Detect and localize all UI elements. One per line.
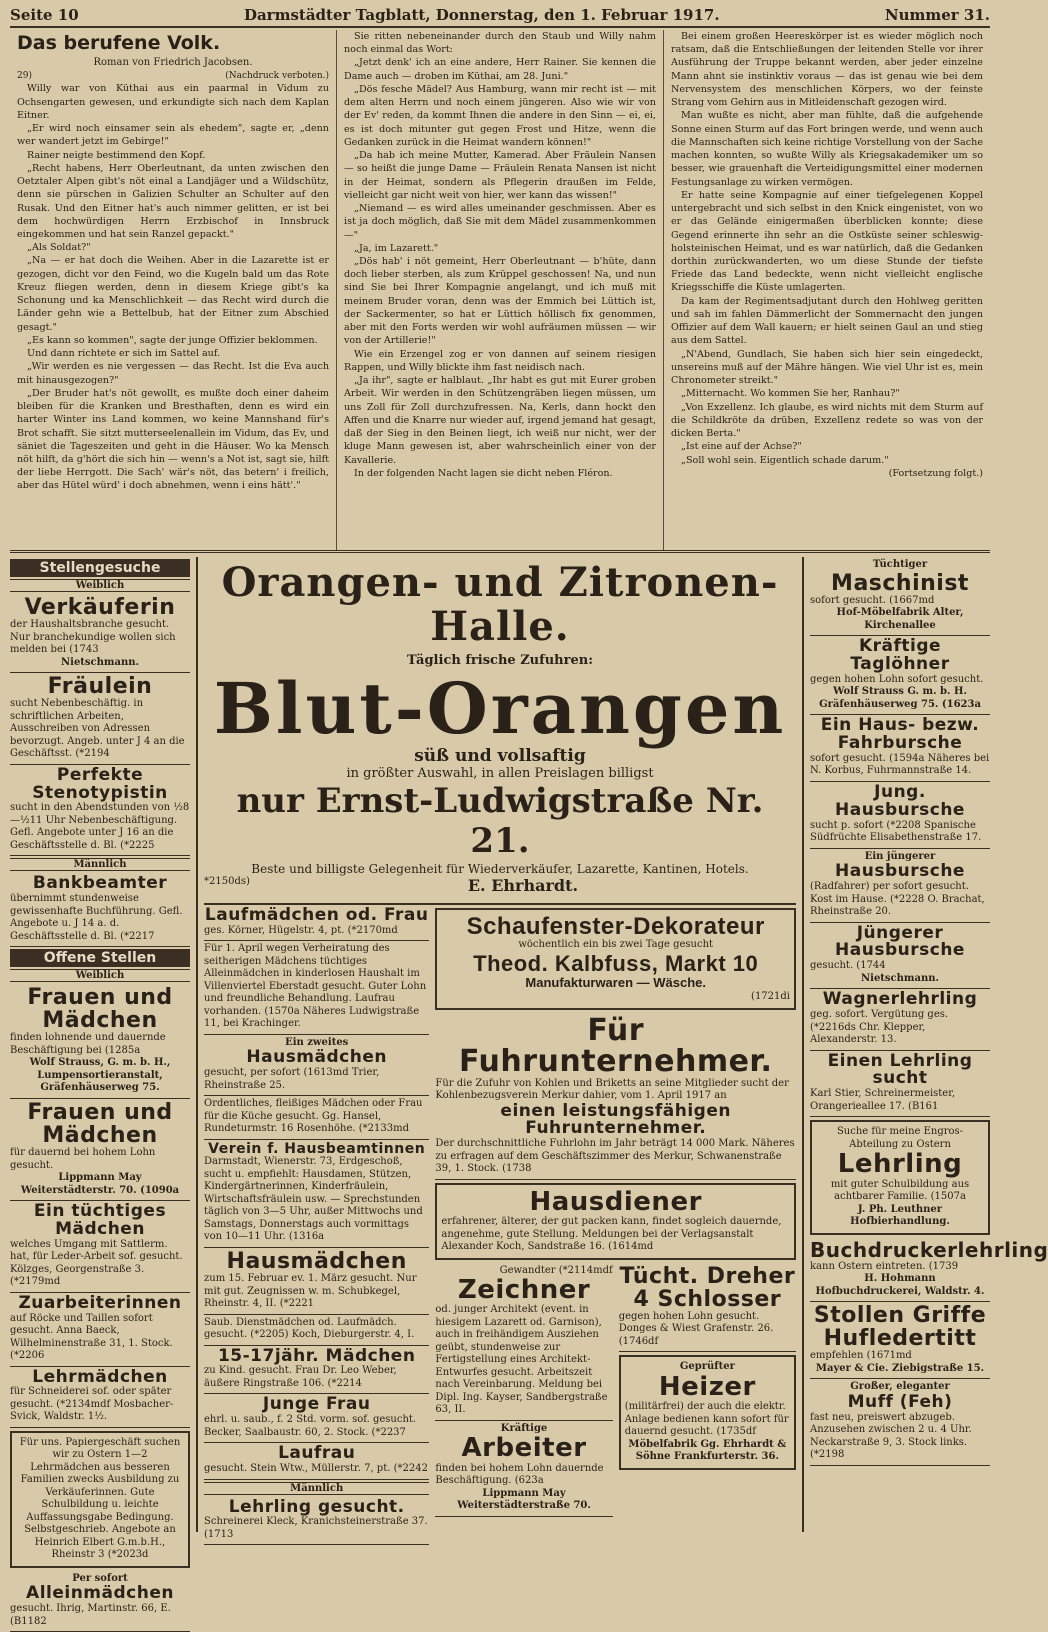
classified-ad xyxy=(435,1421,612,1517)
ad-headline: Fräulein xyxy=(47,674,153,700)
novel-column-3 xyxy=(663,30,990,550)
ad-body: Der durchschnittliche Fuhrlohn im Jahr beträgt 14 000 Mark. Näheres zu erfragen auf dem Geschäftszimmer des Merkur, Schwanenstraße 39, 1. Stock. (1738 xyxy=(435,1138,795,1175)
ad-body: Schreinerei Kleck, Kranichsteinerstraße 37. (1713 xyxy=(204,1516,428,1540)
classified-ad xyxy=(204,1035,429,1096)
paragraph: „Wir werden es nie vergessen — das Recht. Ist die Eva auch mit hinausgezogen?" xyxy=(17,361,329,386)
classified-ad xyxy=(204,1140,429,1248)
paragraph: „Von Exzellenz. Ich glaube, es wird nichts mit dem Sturm auf die Schildkröte da drüben, Exzellenz redete so was von der dicken Berta." xyxy=(671,401,983,440)
ad-body: Ordentliches, fleißiges Mädchen oder Frau für die Küche gesucht. Gg. Hansel, Rundeturmstr. 16 Rosenhöhe. (*2133md xyxy=(204,1098,423,1135)
ad-body: (militärfrei) der auch die elektr. Anlage bedienen kann sofort für dauernd gesucht. (1735df xyxy=(624,1401,789,1438)
paragraph: Sie ritten nebeneinander durch den Staub und Willy nahm noch einmal das Wort: xyxy=(344,31,656,56)
ad-headline: Jüngerer Hausbursche xyxy=(835,922,965,961)
center-ads-column xyxy=(198,557,802,1540)
ad-body: Für uns. Papiergeschäft suchen wir zu Ostern 1—2 Lehrmädchen aus besseren Familien zwecks Ausbildung zu Verkäuferinnen. Gute Schulbildung u. leichte Auffassungsgabe Bedingung. Selbstgeschrieb. Angebote an Heinrich Elbert G.m.b.H., Rheinstr 3 (*2023d xyxy=(19,1436,181,1561)
ad-headline: Arbeiter xyxy=(461,1433,587,1464)
ad-headline: Ein Haus- bezw. Fahrbursche xyxy=(820,715,980,754)
ad-signature: Nietschmann. xyxy=(861,972,939,984)
ad-signature: Hof-Möbelfabrik Alter, Kirchenallee xyxy=(836,607,964,631)
ad-address: nur Ernst-Ludwigstraße Nr. 21. xyxy=(236,780,764,862)
ad-headline: Jung. Hausbursche xyxy=(835,781,965,820)
classified-ad xyxy=(435,1263,612,1421)
ad-body: fast neu, preiswert abzugeb. Anzusehen zwischen 2 u. 4 Uhr. Neckarstraße 9, 3. Stock links. (*2198 xyxy=(810,1411,972,1461)
serial-novel-section xyxy=(10,30,990,553)
ad-body: gesucht, per sofort (1613md Trier, Rheinstraße 25. xyxy=(204,1067,380,1091)
ad-tagline: süß und vollsaftig xyxy=(414,745,586,766)
paragraph: „Ja ihr", sagte er halblaut. „Ihr habt es gut mit Eurer groben Arbeit. Wir werden in den Schützengräben liegen müssen, um uns Zoll für Zoll durchzufressen. Na, Kerls, dann hockt den Affen und die Knarre nur wieder auf, irgend jemand hat gesagt, daß der Sieg in den Beinen liegt, ich weiß nur nicht, wer der kluge Mann gewesen ist, aber wahrscheinlich einer von der Kavallerie. xyxy=(344,375,656,466)
novel-title: Das berufene Volk. xyxy=(17,32,221,54)
classified-ad xyxy=(10,594,190,673)
ad-body: für dauernd bei hohem Lohn gesucht. xyxy=(10,1147,156,1171)
ad-headline: Wagnerlehrling xyxy=(822,989,978,1010)
classified-ad xyxy=(204,1346,429,1395)
ad-tagline: Suche für meine Engros-Abteilung zu Ostern xyxy=(836,1126,964,1150)
installment-number: 29) xyxy=(17,71,32,82)
ad-body: für Schneiderei sof. oder später gesucht. (*2134mdf Mosbacher-Svick, Waldstr. 1½. xyxy=(10,1386,174,1423)
ad-signature: Nietschmann. xyxy=(61,656,139,668)
center-left-subcolumn xyxy=(204,905,429,1545)
ad-code: *2150ds) xyxy=(204,876,250,888)
classified-ad xyxy=(810,1051,990,1118)
ad-body: mit guter Schulbildung aus achtbarer Familie. (1507a xyxy=(830,1178,970,1203)
ad-body: empfehlen (1671md xyxy=(810,1350,912,1362)
ad-body: sucht p. sofort (*2208 Spanische Südfrüchte Elisabethenstraße 17. xyxy=(810,819,982,844)
paragraph: „Es kann so kommen", sagte der junge Offizier beklommen. xyxy=(27,334,318,346)
paragraph: „Der Bruder hat's nöt gewollt, es mußte doch einer daheim bleiben für die Kranken und Bresthaften, denn es wird ein harter Winter ins Land kommen, wo keine Mannshand für's Brot schafft. Sie sitzt mutterseelenallein im Vidum, das Ev, und säniet die Tageszeiten und geht in die Häuser. Wo ka Mensch nöt hilft, da g'hört die sich hin — wenn's a Not ist, sagt sie, hilft der liebe Herrgott. Die Sach' wär's nöt, das betern' i freilich, aber das Hütel würd' i doch abnehmen, wenn i eins hätt'." xyxy=(17,387,329,492)
ad-headline: Schaufenster-Dekorateur xyxy=(466,913,765,941)
paragraph: „Recht habens, Herr Oberleutnant, da unten zwischen den Oetztaler Alpen gibt's nöt einal a Landjäger und a Wildschütz, denn sie pürschen in Galizien Schulter an Schulter auf den Rusak. Und den Eitner hat's auch nimmer gelitten, er ist bei dem hochwürdigen Herrn Erzbischof in Innsbruck eingekommen und hat sein Ranzel gepackt." xyxy=(17,162,329,240)
ad-signature: Lippmann May Weiterstädterstraße 70. xyxy=(457,1487,591,1512)
paragraph: Wie ein Erzengel zog er von dannen auf seinem riesigen Rappen, und Willy blickte ihm fast neidisch nach. xyxy=(344,348,656,373)
classified-ad xyxy=(810,557,990,636)
paragraph: „Niemand — es wird alles umeinander geschmissen. Aber es ist ja doch möglich, daß Sie mit dem Mädel zusammenkommen —" xyxy=(344,203,656,241)
ad-body: Für die Zufuhr von Kohlen und Briketts an seine Mitglieder sucht der Kohlenbezugsverein Merkur dahier, vom 1. April 1917 an xyxy=(435,1077,789,1102)
ad-headline: Maschinist xyxy=(831,570,969,596)
classified-ad xyxy=(810,1302,990,1379)
classified-ad xyxy=(10,673,190,765)
ad-headline: Buchdruckerlehrling xyxy=(810,1237,1048,1262)
ad-body: gegen hohen Lohn gesucht. Donges & Wiest Grafenstr. 26. (1746df xyxy=(618,1310,774,1347)
paragraph: „Da hab ich meine Mutter, Kamerad. Aber Fräulein Nansen — so heißt die junge Dame — Fräulein Renata Nansen ist nicht in der Heimat, sondern als Pflegerin draußen im Felde, vielleicht gar nicht weit von hier, wer kann das wissen!" xyxy=(344,150,656,201)
page-label: Seite 10 xyxy=(10,6,79,24)
ad-body: sofort gesucht. (1667md xyxy=(810,594,935,606)
center-right-subcolumn xyxy=(435,905,796,1545)
ad-tagline: Tüchtiger xyxy=(872,559,928,570)
ad-code: (1721di xyxy=(751,991,790,1003)
ad-headline: Einen Lehrling sucht xyxy=(827,1050,973,1089)
ad-headline: Hausdiener xyxy=(529,1186,702,1217)
classified-ad xyxy=(810,715,990,782)
masthead-date: Darmstädter Tagblatt, Donnerstag, den 1. Februar 1917. xyxy=(243,6,720,24)
right-ads-column xyxy=(802,557,1048,1532)
ad-body: sofort gesucht. (1594a Näheres bei N. Korbus, Fuhrmannstraße 14. xyxy=(810,752,990,777)
ad-signature: Manufakturwaren — Wäsche. xyxy=(525,974,706,990)
classified-ad xyxy=(810,636,990,715)
ad-tagline: Per sofort xyxy=(72,1572,128,1584)
ad-body: auf Röcke und Taillen sofort gesucht. Anna Baeck, Wilhelminenstraße 31, 1. Stock. (*2206 xyxy=(10,1312,173,1362)
ad-headline: Muff (Feh) xyxy=(847,1391,953,1412)
classified-ad xyxy=(810,1237,1048,1303)
ad-body: Darmstadt, Wienerstr. 73, Erdgeschoß, sucht u. empfiehlt: Hausdamen, Stützen, Kindergärtnerinnen, Kinderfräulein, Wirtschaftsfräulein usw. — Sprechstunden täglich von 3—5 Uhr, außer Mittwochs und Samstags, Donnerstags auch vormittags von 10—11 Uhr. (1316a xyxy=(204,1156,423,1243)
ad-body: finden lohnende und dauernde Beschäftigung bei (1285a xyxy=(10,1032,166,1056)
classified-ad xyxy=(10,1571,190,1632)
ad-headline: Kräftige Taglöhner xyxy=(850,636,950,674)
ad-body: Karl Stier, Schreinermeister, Orangerieallee 17. (B161 xyxy=(810,1088,956,1112)
paragraph: „Als Soldat?" xyxy=(27,242,91,254)
ad-signature: Möbelfabrik Gg. Ehrhardt & Söhne Frankfurterstr. 36. xyxy=(628,1438,787,1463)
section-heading: Stellengesuche xyxy=(10,559,190,577)
issue-number: Nummer 31. xyxy=(884,6,990,24)
ad-tagline: Kräftige xyxy=(500,1422,548,1434)
ad-headline: Frauen und Mädchen xyxy=(27,1099,173,1148)
paragraph: „Ja, im Lazarett." xyxy=(354,242,439,254)
novel-author: Roman von Friedrich Jacobsen. xyxy=(93,57,253,69)
ad-headline: einen leistungsfähigen Fuhrunternehmer. xyxy=(500,1100,731,1139)
classified-ad xyxy=(435,1013,796,1180)
ad-headline: Lehrmädchen xyxy=(32,1366,168,1387)
novel-column-2 xyxy=(336,30,663,550)
ad-headline: Frauen und Mädchen xyxy=(27,985,173,1034)
classified-ad xyxy=(204,1443,429,1479)
classified-ad xyxy=(810,849,990,923)
ad-headline: Theod. Kalbfuss, Markt 10 xyxy=(473,950,759,976)
ad-headline: Junge Frau xyxy=(262,1394,371,1415)
ad-tagline: Ein jüngerer xyxy=(864,850,936,862)
paragraph: Man wußte es nicht, aber man fühlte, daß die aufgehende Sonne einen Sturm auf das Fort bringen werde, und wenn auch die Mannschaften sich keine richtige Vorstellung von der Sache machen konnten, so wußte Willy als Kriegsakademiker um so besser, wie grauenhaft die Verteidigungsmittel einer modernen Festungsanlage zu wirken vermögen. xyxy=(671,110,983,188)
ad-tagline: Beste und billigste Gelegenheit für Wiederverkäufer, Lazarette, Kantinen, Hotels. xyxy=(251,862,749,877)
classified-ad xyxy=(810,1379,990,1465)
classified-ad xyxy=(619,1263,796,1353)
ad-body: ehrl. u. saub., f. 2 Std. vorm. sof. gesucht. Becker, Saalbaustr. 60, 2. Stock. (*2237 xyxy=(204,1414,417,1438)
paragraph: Rainer neigte bestimmend den Kopf. xyxy=(27,149,206,161)
paragraph: Und dann richtete er sich im Sattel auf. xyxy=(27,348,221,360)
ad-body: gesucht. (1744 xyxy=(810,960,886,972)
classified-ad xyxy=(10,873,190,947)
classified-ad xyxy=(435,1183,796,1260)
ad-headline: Lehrling xyxy=(837,1149,963,1180)
left-ads-column xyxy=(10,557,198,1627)
ad-body: gegen hohen Lohn sofort gesucht. xyxy=(810,673,984,685)
ad-headline: Lehrling gesucht. xyxy=(228,1496,405,1517)
ad-body: übernimmt stundenweise gewissenhafte Buchführung. Gefl. Angebote u. J 14 a. d. Geschäftsstelle d. Bl. (*2217 xyxy=(10,893,183,942)
paragraph: „Er wird noch einsamer sein als ehedem", sagte er, „denn wer wandert jetzt im Gebirge!" xyxy=(17,123,329,148)
ad-body: erfahrener, älterer, der gut packen kann, findet sogleich dauernde, angenehme, gute Stellung. Meldungen bei der Verlagsanstalt Alexander Koch, Sandstraße 16. (1614md xyxy=(441,1216,782,1253)
ad-headline: Heizer xyxy=(658,1371,756,1402)
ad-signature: J. Ph. Leuthner Hofbierhandlung. xyxy=(850,1203,950,1228)
ad-headline: Zeichner xyxy=(457,1275,591,1306)
ad-body: ges. Körner, Hügelstr. 4, pt. (*2170md xyxy=(204,924,398,936)
ad-headline: Hausmädchen xyxy=(246,1047,387,1068)
ad-main-product: Blut-Orangen xyxy=(213,667,787,750)
ad-body: sucht Nebenbeschäftig. in schriftlichen Arbeiten, Ausschreiben von Adressen bevorzugt. Angeb. unter J 4 an die Geschäftsst. (*2194 xyxy=(10,698,185,760)
ad-tagline: Großer, eleganter xyxy=(850,1381,950,1393)
classified-ad xyxy=(10,1099,190,1201)
classified-ad xyxy=(204,941,429,1035)
ad-body: gesucht. Stein Wtw., Müllerstr. 7, pt. (*2242 xyxy=(204,1463,428,1475)
ad-headline: Ein tüchtiges Mädchen xyxy=(33,1201,167,1239)
ad-body: welches Umgang mit Sattlerm. hat, für Leder-Arbeit sof. gesucht. Kölzges, Georgenstraße 3. (*2179md xyxy=(10,1238,183,1288)
paragraph: Willy war von Küthai aus ein paarmal in Vidum zu Ochsengarten gewesen, und erkundigte sich nach dem Kaplan Eitner. xyxy=(17,83,329,121)
ad-signature: E. Ehrhardt. xyxy=(467,876,579,896)
ad-body: finden bei hohem Lohn dauernde Beschäftigung. (623a xyxy=(435,1462,604,1487)
classified-ad xyxy=(810,989,990,1050)
classified-ad xyxy=(204,905,429,941)
ad-tagline: Ein zweites xyxy=(285,1036,349,1048)
classified-ads xyxy=(10,557,1048,1627)
paragraph: Da kam der Regimentsadjutant durch den Hohlweg geritten und sah im fahlen Dämmerlicht der Sommernacht den jungen Offizier auf dem Wall kauern; er hielt seinen Gaul an und stieg aus dem Sattel. xyxy=(671,295,983,347)
paragraph: Er hatte seine Kompagnie auf einer tiefgelegenen Koppel untergebracht und sich selbst in den Knick eingenistet, von wo er das Gelände einigermaßen überblicken konnte; diese Gegend erinnerte ihn sehr an die Ostküste seiner schleswig-holsteinischen Heimat, und es war natürlich, daß die Gedanken dorthin zurückwanderten, wo um diese Stunde der tiefste Friede das Land bedeckte, wenn nicht vielleicht englische Kriegsschiffe die Küste umlagerten. xyxy=(671,189,983,294)
ad-tagline: Geprüfter xyxy=(679,1361,735,1373)
ad-body: (Radfahrer) per sofort gesucht. Kost im Hause. (*2228 O. Brachat, Rheinstraße 20. xyxy=(810,881,985,917)
subsection-heading: Männlich xyxy=(204,1482,429,1495)
paragraph: „Soll wohl sein. Eigentlich schade darum." xyxy=(681,454,889,466)
ad-headline: Laufrau xyxy=(278,1443,356,1464)
classified-ad xyxy=(435,908,796,1010)
ad-headline: Orangen- und Zitronen-Halle. xyxy=(221,559,779,650)
classified-ad xyxy=(204,1096,429,1140)
paragraph: In der folgenden Nacht lagen sie dicht neben Fléron. xyxy=(354,467,613,479)
ad-headline: Hausmädchen xyxy=(226,1248,407,1274)
ad-headline: Zuarbeiterinnen xyxy=(18,1292,182,1313)
ad-headline: Alleinmädchen xyxy=(26,1583,174,1604)
classified-ad xyxy=(810,1120,990,1234)
orange-hall-ad xyxy=(204,557,796,905)
classified-ad xyxy=(810,923,990,990)
ad-headline: 15-17jähr. Mädchen xyxy=(217,1345,416,1366)
classified-ad xyxy=(204,1497,429,1546)
ad-headline: Bankbeamter xyxy=(32,873,168,894)
ad-body: Saub. Dienstmädchen od. Laufmädch. gesucht. (*2205) Koch, Dieburgerstr. 4, I. xyxy=(204,1316,415,1341)
classified-ad xyxy=(810,782,990,849)
paragraph: „Dös fesche Mädel? Aus Hamburg, wann mir recht ist — mit dem alten Herrn und noch einem jüngeren. Also wie wir von der Ev' reden, da kommt Ihnen die andere in den Sinn — ei, ei, es ist doch mitunter gut gegen Frost und Hitze, wenn die Gedanken zurück in die Heimat wandern können!" xyxy=(344,83,656,148)
ad-body: sucht in den Abendstunden von ½8—½11 Uhr Nebenbeschäftigung. Gefl. Angebote unter J 16 an die Geschäftsstelle d. Bl. (*2225 xyxy=(10,802,190,851)
page-header xyxy=(10,6,990,28)
ad-headline: Laufmädchen od. Frau xyxy=(204,905,429,926)
paragraph: „N'Abend, Gundlach, Sie haben sich hier sein eingedeckt, unsereins muß auf der Mähre hängen. Wie viel Uhr ist es, mein Chronometer streikt." xyxy=(671,348,983,387)
ad-signature: Lippmann May Weiterstädterstr. 70. (1090a xyxy=(20,1172,180,1196)
ad-tagline: Gewandter (*2114mdf xyxy=(499,1264,613,1276)
paragraph: Bei einem großen Heereskörper ist es wieder möglich noch ratsam, daß die Entschließungen der leitenden Stelle vor ihrer Ausführung der Truppe bekannt werden, aber jeder einzelne Mann ahnt sie instinktiv voraus — das ist genau wie bei dem Nervensystem des menschlichen Körpers, wo der feinste Strang vom Gehirn aus in Mitleidenschaft gezogen wird. xyxy=(671,31,983,109)
classified-ad xyxy=(204,1248,429,1315)
ad-subheading: Täglich frische Zufuhren: xyxy=(406,653,594,668)
classified-ad xyxy=(10,1201,190,1293)
subsection-heading: Weiblich xyxy=(10,969,190,982)
ad-headline: Tücht. Dreher 4 Schlosser xyxy=(619,1263,796,1312)
ad-body: wöchentlich ein bis zwei Tage gesucht xyxy=(518,939,714,951)
ad-signature: Wolf Strauss, G. m. b. H., Lumpensortieranstalt, Gräfenhäuserweg 75. xyxy=(29,1057,171,1094)
subsection-heading: Weiblich xyxy=(10,579,190,592)
ad-headline: Verein f. Hausbeamtinnen xyxy=(208,1140,426,1157)
ad-signature: Mayer & Cie. Ziebigstraße 15. xyxy=(815,1362,985,1374)
subsection-heading: Männlich xyxy=(10,858,190,871)
reprint-note: (Nachdruck verboten.) xyxy=(225,71,329,82)
paragraph: „Dös hab' i nöt gemeint, Herr Oberleutnant — b'hüte, dann doch lieber sterben, als zum Krüppel geschossen! Na, und nun sind Sie bei Ihrer Kompagnie angelangt, und ich muß mit meinem Bruder voran, denn was der Emmich bei Lüttich ist, der Sackermenter, so hat er Lüttich höllisch fix genommen, aber mit den Forts werden wir wohl aufräumen müssen — wir von der Artillerie!" xyxy=(344,255,656,347)
ad-headline: Verkäuferin xyxy=(24,595,176,620)
continuation-note: (Fortsetzung folgt.) xyxy=(888,467,983,479)
ad-body: zum 15. Februar ev. 1. März gesucht. Nur mit gut. Zeugnissen w. m. Schubkegel, Rheinstr. 4, II. (*2221 xyxy=(204,1273,417,1310)
ad-headline: Hausbursche xyxy=(835,861,965,882)
ad-body: Für 1. April wegen Verheiratung des seitherigen Mädchens tüchtiges Alleinmädchen in kinderlosen Haushalt im Villenviertel Eberstadt gesucht. Guter Lohn und freundliche Behandlung. Laufrau vorhanden. (1570a Näheres Ludwigstraße 11, bei Krachinger. xyxy=(204,943,427,1030)
ad-body: kann Ostern eintreten. (1739 xyxy=(810,1260,959,1272)
ad-body: der Haushaltsbranche gesucht. Nur branchekundige wollen sich melden bei (1743 xyxy=(10,619,176,656)
ad-headline: Für Fuhrunternehmer. xyxy=(459,1012,773,1080)
classified-ad xyxy=(204,1315,429,1346)
ad-headline: Perfekte Stenotypistin xyxy=(32,764,168,803)
ad-tagline: in größter Auswahl, in allen Preislagen billigst xyxy=(346,765,654,781)
classified-ad xyxy=(10,765,190,857)
ad-body: gesucht. Ihrig, Martinstr. 66, E. (B1182 xyxy=(10,1603,171,1627)
classified-ad xyxy=(10,984,190,1099)
classified-ad xyxy=(619,1355,796,1469)
ad-body: geg. sofort. Vergütung ges. (*2216ds Chr. Klepper, Alexanderstr. 13. xyxy=(810,1009,949,1046)
section-heading: Offene Stellen xyxy=(10,949,190,967)
ad-signature: H. Hohmann Hofbuchdruckerei, Waldstr. 4. xyxy=(815,1273,985,1297)
paragraph: „Ist eine auf der Achse?" xyxy=(681,441,802,453)
paragraph: „Jetzt denk' ich an eine andere, Herr Rainer. Sie kennen die Dame auch — droben im Küthai, am 28. Juni." xyxy=(344,57,656,82)
ad-body: od. junger Architekt (event. in hiesigem Lazarett od. Garnison), auch in freihändigem Ausziehen geübt, stundenweise zur Fertigstellung eines Architekt-Entwurfes gesucht. Arbeitszeit nach Vereinbarung. Meldung bei Dipl. Ing. Kayser, Sandbergstraße 63, II. xyxy=(435,1304,608,1416)
paragraph: „Mitternacht. Wo kommen Sie her, Ranhau?" xyxy=(681,388,900,400)
ad-signature: Wolf Strauss G. m. b. H. Gräfenhäuserweg 75. (1623a xyxy=(819,686,981,710)
classified-ad xyxy=(10,1431,190,1568)
classified-ad xyxy=(10,1367,190,1428)
ad-headline: Stollen Griffe Hufledertitt xyxy=(813,1303,987,1352)
paragraph: „Na — er hat doch die Weihen. Aber in die Lazarette ist er gezogen, dicht vor den Feind, wo die Kugeln bald um das Rote Kreuz fliegen werden, denn in diesem Kriege gibt's ka Schonung und ka Menschlichkeit — das Recht wird durch die Länder gehn wie a Bettelbub, hat der Eitner zum Abschied gesagt." xyxy=(17,255,329,333)
novel-column-1 xyxy=(10,30,336,550)
ad-body: zu Kind. gesucht. Frau Dr. Leo Weber, äußere Ringstraße 106. (*2214 xyxy=(204,1365,397,1389)
classified-ad xyxy=(10,1293,190,1367)
classified-ad xyxy=(204,1394,429,1443)
